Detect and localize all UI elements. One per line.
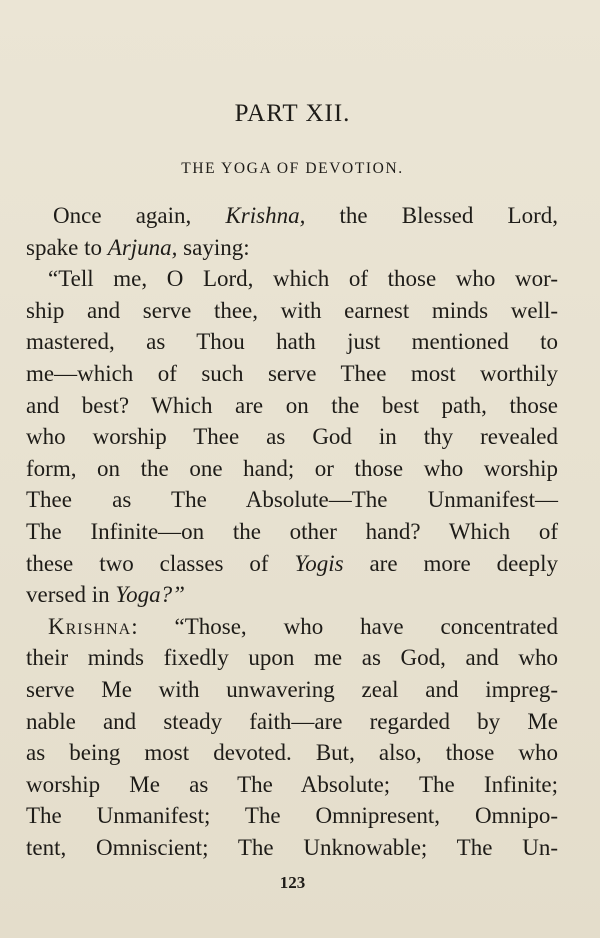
text-line: Thee as The Absolute—The Unmanifest— xyxy=(26,487,558,513)
text-line: as being most devoted. But, also, those who xyxy=(26,740,558,766)
text-line: spake to Arjuna, saying: xyxy=(26,234,250,260)
text-line: and best? Which are on the best path, those xyxy=(26,392,558,418)
text-line: ship and serve thee, with earnest minds well- xyxy=(26,297,558,323)
chapter-subtitle: THE YOGA OF DEVOTION. xyxy=(181,160,404,177)
text-line: worship Me as The Absolute; The Infinite; xyxy=(26,771,558,797)
text-line: their minds fixedly upon me as God, and who xyxy=(26,645,558,671)
body-text xyxy=(26,200,558,863)
text-line: form, on the one hand; or those who worship xyxy=(26,455,558,481)
text-line: versed in Yoga?” xyxy=(26,582,185,608)
page-number: 123 xyxy=(279,873,306,892)
text-line: nable and steady faith—are regarded by Me xyxy=(26,708,558,734)
text-line: serve Me with unwavering zeal and impreg- xyxy=(26,676,558,702)
text-line: Krishna: “Those, who have concentrated xyxy=(48,613,558,639)
text-line: “Tell me, O Lord, which of those who wor- xyxy=(48,266,558,292)
text-line: Once again, Krishna, the Blessed Lord, xyxy=(53,203,558,228)
part-title: PART XII. xyxy=(234,100,351,127)
text-line: The Infinite—on the other hand? Which of xyxy=(26,518,558,544)
text-line: The Unmanifest; The Omnipresent, Omnipo- xyxy=(26,803,558,829)
text-line: these two classes of Yogis are more deeply xyxy=(26,550,558,576)
text-line: who worship Thee as God in thy revealed xyxy=(26,424,558,450)
text-line: me—which of such serve Thee most worthily xyxy=(26,360,558,386)
text-line: tent, Omniscient; The Unknowable; The Un- xyxy=(26,834,558,860)
speaker-name: Krishna xyxy=(48,613,132,639)
text-line: mastered, as Thou hath just mentioned to xyxy=(26,329,558,355)
